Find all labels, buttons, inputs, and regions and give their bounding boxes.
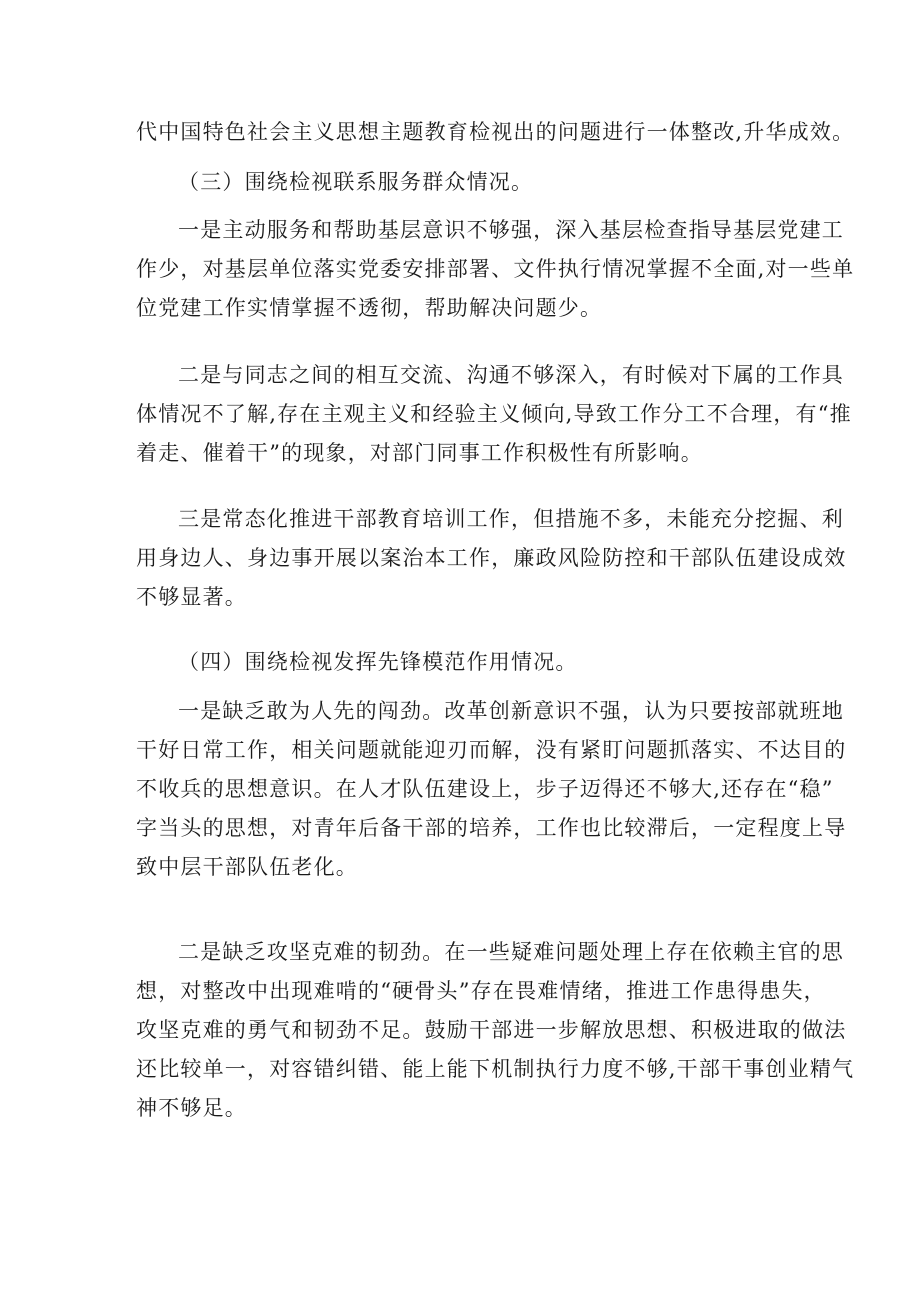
paragraph-line: 想，对整改中出现难啃的“硬骨头”存在畏难情绪，推进工作患得患失， xyxy=(136,979,826,1003)
paragraph-line: 作少，对基层单位落实党委安排部署、文件执行情况掌握不全面,对一些单 xyxy=(136,257,855,281)
section-heading-4 xyxy=(136,643,800,682)
section-heading-text: （四）围绕检视发挥先锋模范作用情况。 xyxy=(178,650,578,674)
paragraph-line: 二是与同志之间的相互交流、沟通不够深入，有时候对下属的工作具 xyxy=(178,363,844,387)
paragraph-continuation xyxy=(136,113,855,152)
paragraph-line: 一是主动服务和帮助基层意识不够强，深入基层检查指导基层党建工 xyxy=(178,218,844,242)
paragraph-line: 体情况不了解,存在主观主义和经验主义倾向,导致工作分工不合理，有“推 xyxy=(136,402,852,426)
paragraph-line: 位党建工作实情掌握不透彻，帮助解决问题少。 xyxy=(136,296,603,320)
paragraph-line: 不收兵的思想意识。在人才队伍建设上，步子迈得还不够大,还存在“稳” xyxy=(136,777,834,801)
paragraph-line: 字当头的思想，对青年后备干部的培养，工作也比较滞后，一定程度上导 xyxy=(136,816,847,840)
paragraph-line: 着走、催着干”的现象，对部门同事工作积极性有所影响。 xyxy=(136,441,703,465)
paragraph-service-1 xyxy=(136,211,855,328)
paragraph-line: 三是常态化推进干部教育培训工作，但措施不多，未能充分挖掘、利 xyxy=(178,507,844,531)
paragraph-line: 不够显著。 xyxy=(136,585,247,609)
paragraph-service-2 xyxy=(136,356,852,473)
paragraph-line: 还比较单一，对容错纠错、能上能下机制执行力度不够,干部干事创业精气 xyxy=(136,1057,855,1081)
paragraph-service-3 xyxy=(136,500,847,617)
section-heading-3 xyxy=(136,163,800,202)
paragraph-line: 用身边人、身边事开展以案治本工作，廉政风险防控和干部队伍建设成效 xyxy=(136,546,847,570)
paragraph-line: 致中层干部队伍老化。 xyxy=(136,855,358,879)
paragraph-line: 二是缺乏攻坚克难的韧劲。在一些疑难问题处理上存在依赖主官的思 xyxy=(178,940,844,964)
paragraph-line: 干好日常工作，相关问题就能迎刃而解，没有紧盯问题抓落实、不达目的 xyxy=(136,738,847,762)
paragraph-line: 神不够足。 xyxy=(136,1096,247,1120)
paragraph-line: 代中国特色社会主义思想主题教育检视出的问题进行一体整改,升华成效。 xyxy=(136,120,855,144)
paragraph-vanguard-1 xyxy=(136,692,847,887)
section-heading-text: （三）围绕检视联系服务群众情况。 xyxy=(178,170,534,194)
paragraph-line: 攻坚克难的勇气和韧劲不足。鼓励干部进一步解放思想、积极进取的做法 xyxy=(136,1018,847,1042)
paragraph-line: 一是缺乏敢为人先的闯劲。改革创新意识不强，认为只要按部就班地 xyxy=(178,699,844,723)
paragraph-vanguard-2 xyxy=(136,933,855,1128)
